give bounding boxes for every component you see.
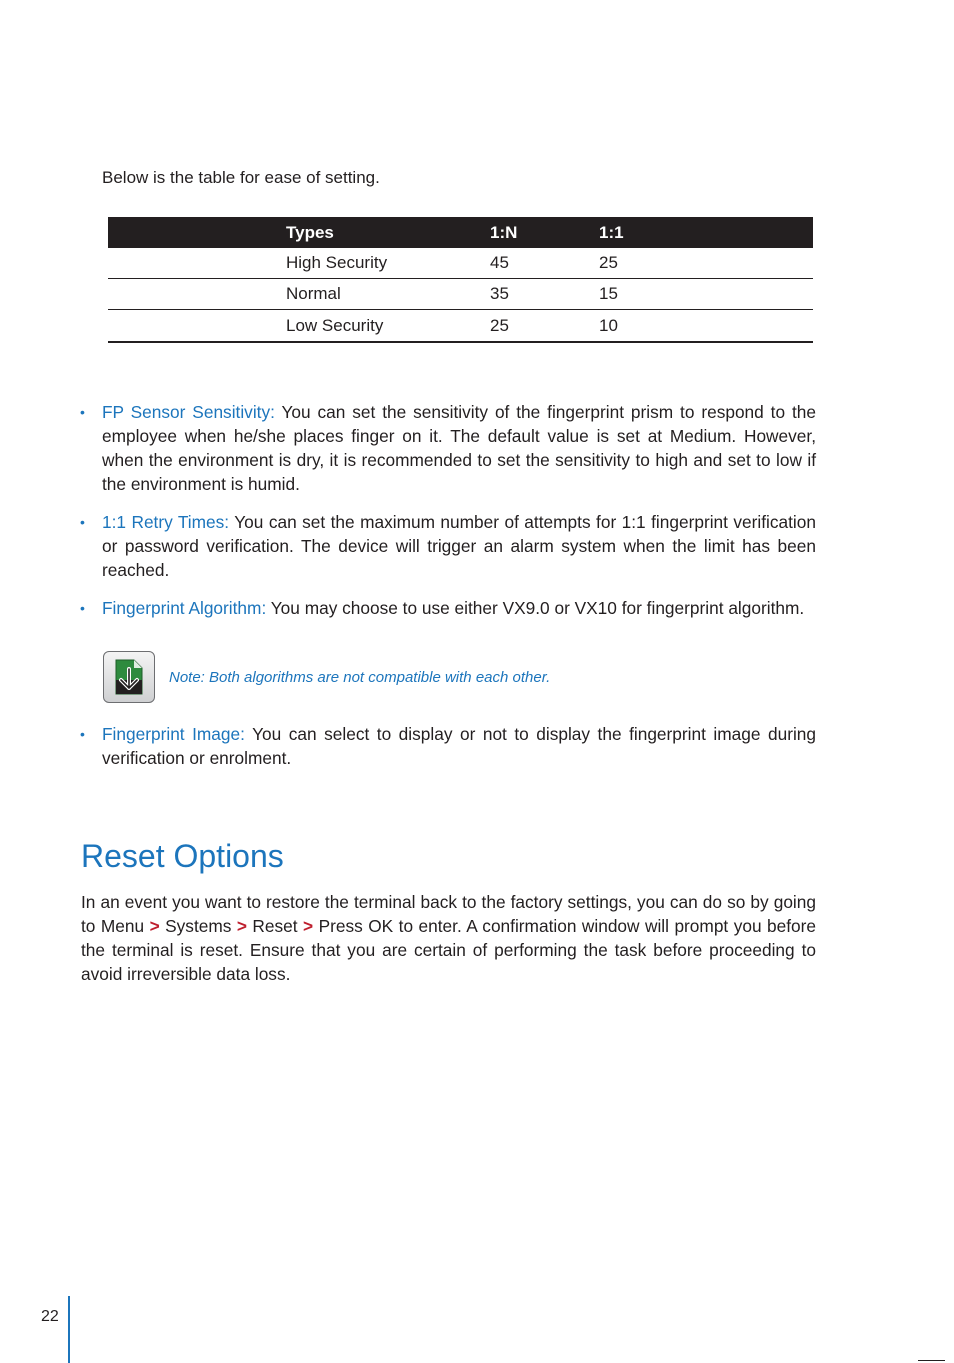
- cell-1n: 25: [490, 310, 599, 343]
- menu-separator-icon: >: [303, 916, 314, 936]
- cell-1n: 45: [490, 248, 599, 279]
- bullet-term: 1:1 Retry Times:: [102, 512, 230, 532]
- section-title: Reset Options: [81, 838, 284, 874]
- header-1n: 1:N: [490, 217, 599, 248]
- note-box: [103, 650, 550, 704]
- bullet-text: You may choose to use either VX9.0 or VX10 for fingerprint algorithm.: [266, 598, 805, 618]
- settings-table: [108, 217, 813, 343]
- download-arrow-icon: [103, 651, 155, 703]
- bullet-term: FP Sensor Sensitivity:: [102, 402, 275, 422]
- para-text: Press OK to enter. A confirmation window will prompt you before the terminal is reset. Ensure that you are certain of performing the task before proceeding to avoid irreversible data loss.: [81, 916, 817, 984]
- cell-type: Normal: [286, 279, 490, 310]
- bullet-text: You can set the sensitivity of the fingerprint prism to respond to the employee when he/she places finger on it. The default value is set at Medium. However, when the environment is dry, it is recommended to set the sensitivity to high and set to low if the environment is humid.: [102, 402, 816, 494]
- bullet-term: Fingerprint Algorithm:: [102, 598, 267, 618]
- bullet-text: You can set the maximum number of attempts for 1:1 fingerprint verification or password verification. The device will trigger an alarm system when the limit has been reached.: [102, 512, 816, 580]
- reset-options-paragraph: [81, 890, 816, 986]
- page-number: 22: [41, 1308, 59, 1325]
- cell-11: 25: [599, 248, 813, 279]
- table-row: [108, 248, 813, 279]
- settings-bullet-list-continued: [80, 722, 816, 770]
- header-types: Types: [286, 217, 490, 248]
- page-number-divider: [68, 1296, 70, 1363]
- bullet-retry-times: [80, 510, 816, 582]
- bullet-term: Fingerprint Image:: [102, 724, 245, 744]
- table-header-row: [108, 217, 813, 248]
- bullet-dot-icon: •: [80, 726, 85, 742]
- bullet-text: You can select to display or not to display the fingerprint image during verification or enrolment.: [102, 724, 817, 768]
- bullet-dot-icon: •: [80, 514, 85, 530]
- footer-rule: [918, 1360, 945, 1361]
- settings-bullet-list: [80, 400, 816, 620]
- cell-11: 10: [599, 310, 813, 343]
- cell-1n: 35: [490, 279, 599, 310]
- header-spacer: [108, 217, 286, 248]
- bullet-fingerprint-image: [80, 722, 816, 770]
- table-row: [108, 279, 813, 310]
- intro-text: Below is the table for ease of setting.: [102, 168, 380, 187]
- para-text: Systems: [159, 916, 237, 936]
- menu-separator-icon: >: [149, 916, 160, 936]
- para-text: In an event you want to restore the terminal back to the factory settings, you can do so by going to Menu: [81, 892, 816, 936]
- header-11: 1:1: [599, 217, 813, 248]
- note-text: Note: Both algorithms are not compatible with each other.: [169, 668, 551, 686]
- bullet-fp-sensor-sensitivity: [80, 400, 816, 496]
- cell-type: High Security: [286, 248, 490, 279]
- table-row: [108, 310, 813, 343]
- bullet-dot-icon: •: [80, 600, 85, 616]
- para-text: Reset: [246, 916, 304, 936]
- bullet-dot-icon: •: [80, 404, 85, 420]
- cell-type: Low Security: [286, 310, 490, 343]
- menu-separator-icon: >: [236, 916, 247, 936]
- cell-11: 15: [599, 279, 813, 310]
- bullet-fingerprint-algorithm: [80, 596, 816, 620]
